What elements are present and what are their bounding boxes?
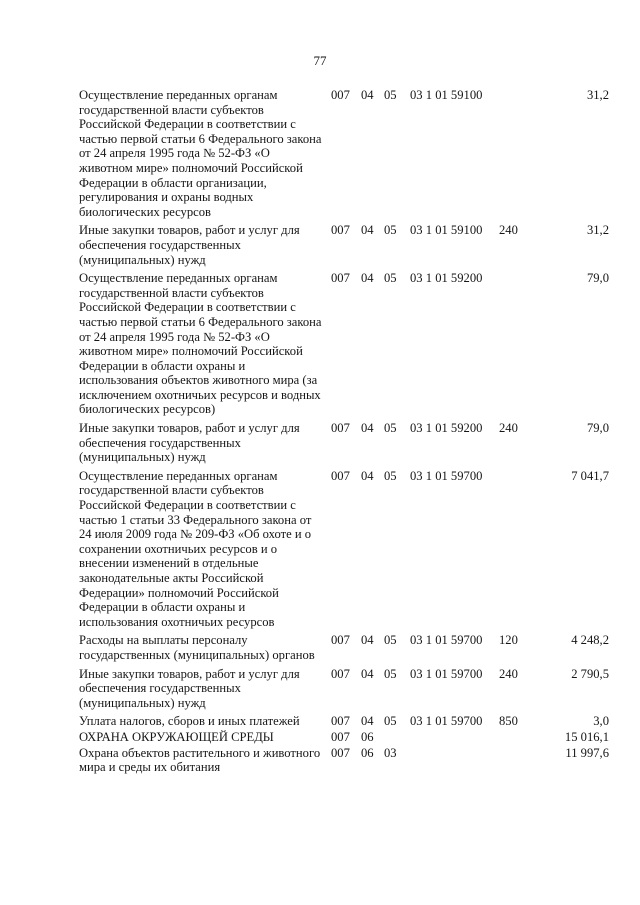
amount: 7 041,7	[571, 468, 609, 483]
table-row	[79, 633, 612, 662]
expense-type-code: 240	[499, 421, 518, 436]
table-row	[79, 667, 612, 711]
ministry-code: 007	[331, 223, 350, 238]
row-description: Иные закупки товаров, работ и услуг для обеспечения государственных (муниципальных) нужд	[79, 223, 300, 267]
ministry-code: 007	[331, 633, 350, 648]
amount: 31,2	[586, 223, 609, 238]
amount: 15 016,1	[564, 729, 609, 744]
row-description: ОХРАНА ОКРУЖАЮЩЕЙ СРЕДЫ	[79, 729, 274, 744]
subsection-code: 05	[384, 666, 397, 681]
expense-type-code: 240	[499, 666, 518, 681]
section-code: 06	[361, 729, 374, 744]
section-code: 04	[361, 223, 374, 238]
table-row	[79, 271, 612, 417]
section-code: 06	[361, 745, 374, 760]
amount: 4 248,2	[571, 633, 609, 648]
row-description: Уплата налогов, сборов и иных платежей	[79, 714, 300, 729]
table-row	[79, 421, 612, 465]
amount: 2 790,5	[571, 666, 609, 681]
subsection-code: 05	[384, 468, 397, 483]
target-article-code: 03 1 01 59700	[410, 714, 483, 729]
table-row	[79, 714, 612, 729]
budget-table	[79, 88, 612, 779]
section-code: 04	[361, 714, 374, 729]
subsection-code: 05	[384, 714, 397, 729]
section-code: 04	[361, 468, 374, 483]
section-code: 04	[361, 633, 374, 648]
target-article-code: 03 1 01 59100	[410, 88, 483, 102]
ministry-code: 007	[331, 88, 350, 102]
subsection-code: 05	[384, 421, 397, 436]
amount: 11 997,6	[565, 745, 609, 760]
ministry-code: 007	[331, 714, 350, 729]
section-code: 04	[361, 88, 374, 102]
ministry-code: 007	[331, 421, 350, 436]
table-row	[79, 730, 612, 745]
section-code: 04	[361, 421, 374, 436]
target-article-code: 03 1 01 59100	[410, 223, 483, 238]
target-article-code: 03 1 01 59700	[410, 666, 483, 681]
table-row	[79, 746, 612, 775]
row-description: Осуществление переданных органам государственной власти субъектов Российской Федерации в соответствии с частью 1 статьи 33 Федерального закона от 24 июля 2009 года № 209-ФЗ «Об охоте и о сохранении охотничьих ресурсов и о внесении изменений в отдельные законодательные акты Российской Федерации» полномочий Российской Федерации в области охраны и использования охотничьих ресурсов	[79, 468, 312, 629]
table-row	[79, 469, 612, 630]
target-article-code: 03 1 01 59200	[410, 421, 483, 436]
expense-type-code: 850	[499, 714, 518, 729]
ministry-code: 007	[331, 271, 350, 286]
expense-type-code: 240	[499, 223, 518, 238]
subsection-code: 05	[384, 88, 397, 102]
subsection-code: 05	[384, 271, 397, 286]
amount: 79,0	[586, 271, 609, 286]
expense-type-code: 120	[499, 633, 518, 648]
section-code: 04	[361, 271, 374, 286]
row-description: Иные закупки товаров, работ и услуг для обеспечения государственных (муниципальных) нужд	[79, 421, 300, 465]
amount: 79,0	[586, 421, 609, 436]
row-description: Осуществление переданных органам государственной власти субъектов Российской Федерации в соответствии с частью первой статьи 6 Федерального закона от 24 апреля 1995 года № 52-ФЗ «О животном мире» полномочий Российской Федерации в области организации, регулирования и охраны водных биологических ресурсов	[79, 88, 322, 219]
ministry-code: 007	[331, 666, 350, 681]
ministry-code: 007	[331, 468, 350, 483]
amount: 31,2	[586, 88, 609, 102]
row-description: Иные закупки товаров, работ и услуг для обеспечения государственных (муниципальных) нужд	[79, 666, 300, 710]
ministry-code: 007	[331, 745, 350, 760]
section-code: 04	[361, 666, 374, 681]
table-row	[79, 223, 612, 267]
target-article-code: 03 1 01 59700	[410, 468, 483, 483]
subsection-code: 05	[384, 633, 397, 648]
target-article-code: 03 1 01 59700	[410, 633, 483, 648]
subsection-code: 05	[384, 223, 397, 238]
amount: 3,0	[593, 714, 609, 729]
table-row	[79, 88, 612, 219]
page-number: 77	[313, 53, 327, 68]
row-description: Расходы на выплаты персоналу государственных (муниципальных) органов	[79, 633, 315, 662]
row-description: Осуществление переданных органам государственной власти субъектов Российской Федерации в соответствии с частью первой статьи 6 Федерального закона от 24 апреля 1995 года № 52-ФЗ «О животном мире» полномочий Российской Федерации в области охраны и использования объектов животного мира (за исключением охотничьих ресурсов и водных биологических ресурсов)	[79, 271, 322, 417]
ministry-code: 007	[331, 729, 350, 744]
subsection-code: 03	[384, 745, 397, 760]
row-description: Охрана объектов растительного и животного мира и среды их обитания	[79, 745, 321, 775]
target-article-code: 03 1 01 59200	[410, 271, 483, 286]
